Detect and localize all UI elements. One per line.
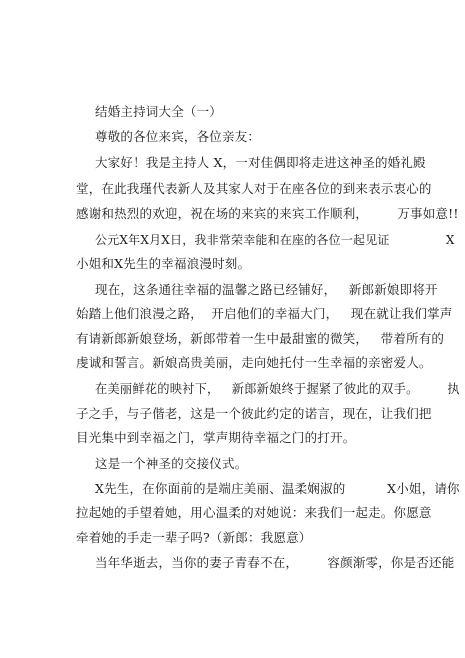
- text-line: 当年华逝去，当你的妻子青春不在， 容颜渐零，你是否还能: [95, 555, 455, 570]
- text-line: 牵着她的手走一辈子吗?（新郎：我愿意）: [76, 530, 312, 545]
- text-line: 在美丽鲜花的映衬下， 新郎新娘终于握紧了彼此的双手。 执: [95, 382, 460, 396]
- text-line: 目光集中到幸福之门，掌声期待幸福之门的打开。: [76, 430, 356, 445]
- text-line: 小姐和X先生的幸福浪漫时刻。: [76, 256, 251, 271]
- text-line: 现在，这条通往幸福的温馨之路已经铺好， 新郎新娘即将开: [95, 282, 438, 297]
- text-line: 大家好！我是主持人 X，一对佳偶即将走进这神圣的婚礼殿: [95, 155, 426, 170]
- text-line: 公元X年X月X日，我非常荣幸能和在座的各位一起见证 X: [95, 233, 455, 247]
- text-line: 拉起她的手望着她，用心温柔的对她说：来我们一起走。你愿意: [76, 505, 432, 520]
- document-title: 结婚主持词大全（一）: [95, 104, 223, 119]
- text-line: 始踏上他们浪漫之路， 开启他们的幸福大门， 现在就让我们掌声: [76, 306, 453, 321]
- text-line: 这是一个神圣的交接仪式。: [95, 456, 248, 471]
- text-line: 尊敬的各位来宾，各位亲友：: [95, 129, 261, 144]
- text-line: 虔诚和誓言。新娘高贵美丽，走向她托付一生幸福的亲密爱人。: [76, 355, 432, 370]
- text-line: 有请新郎新娘登场，新郎带着一生中最甜蜜的微笑， 带着所有的: [76, 331, 445, 346]
- text-line: 堂，在此我瑾代表新人及其家人对于在座各位的到来表示衷心的: [76, 181, 432, 196]
- text-line: 感谢和热烈的欢迎，祝在场的来宾的来宾工作顺利， 万事如意!!: [76, 206, 459, 221]
- text-line: 子之手，与子偕老，这是一个彼此约定的诺言，现在，让我们把: [76, 406, 432, 421]
- text-line: X先生，在你面前的是端庄美丽、温柔娴淑的 X小姐，请你: [95, 481, 460, 496]
